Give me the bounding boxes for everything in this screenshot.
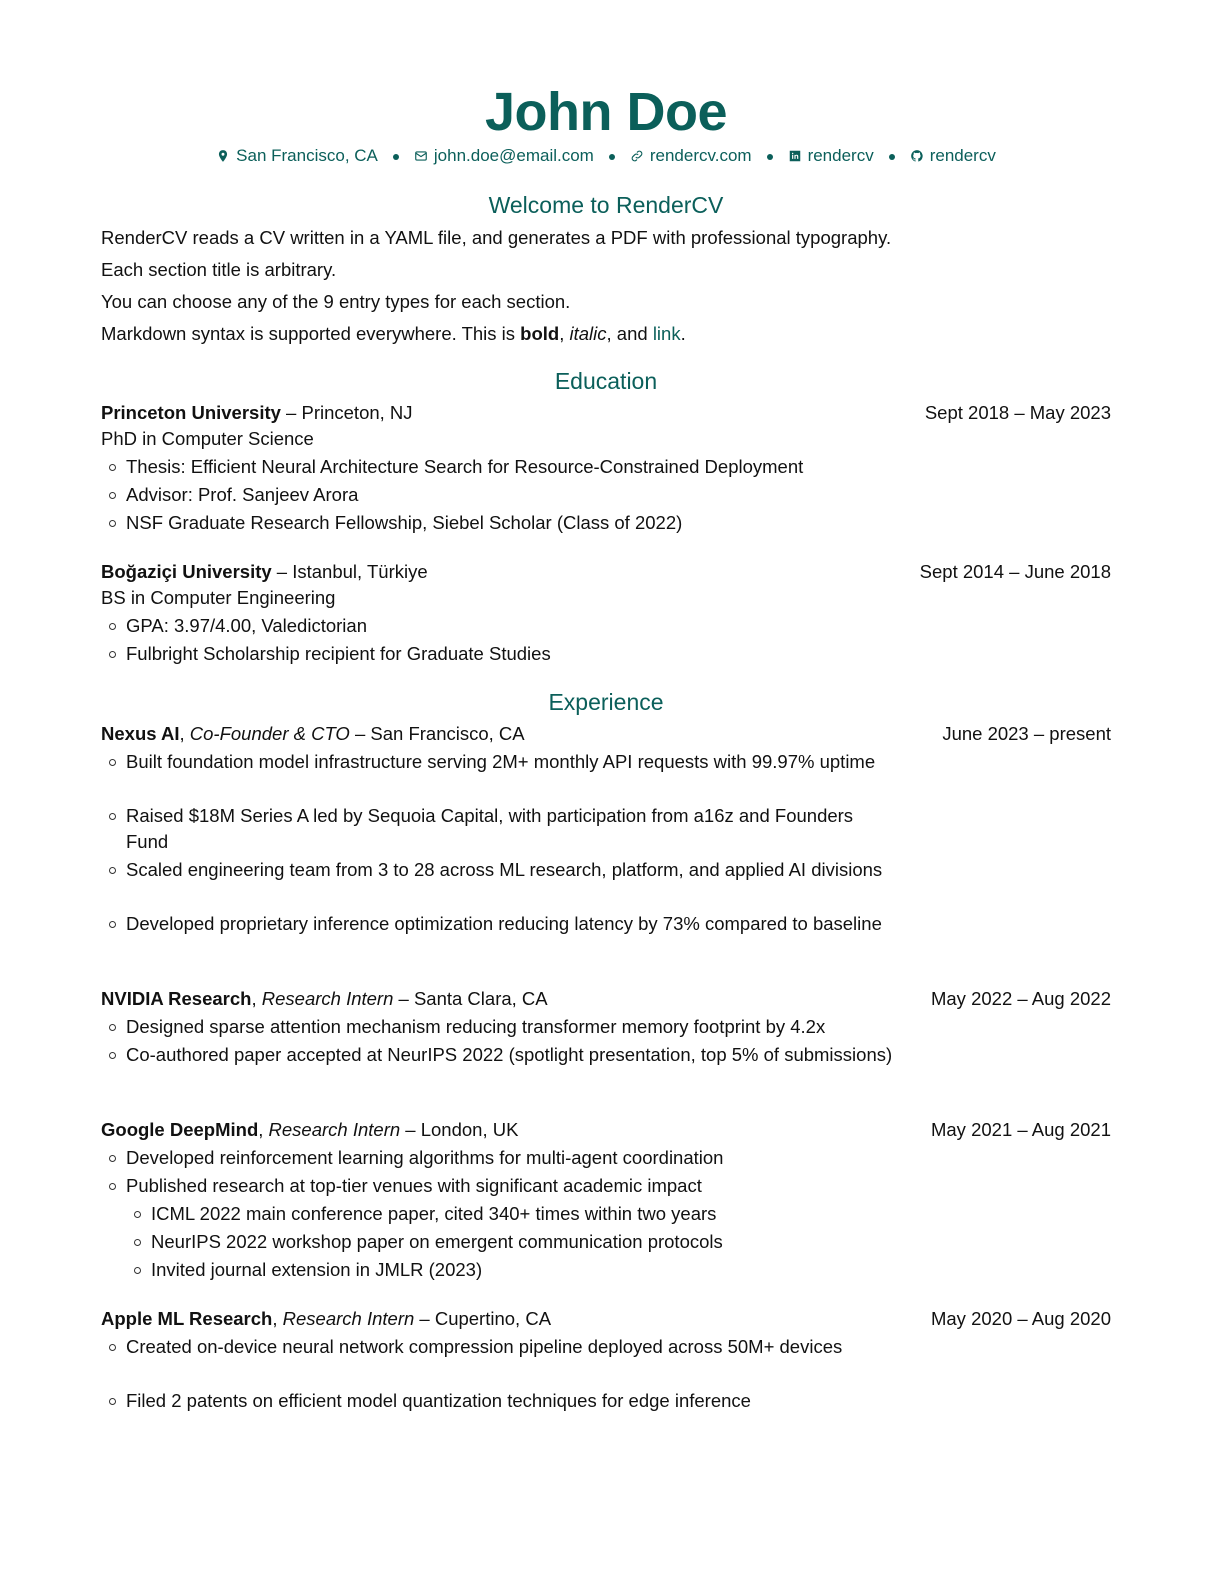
list-item: GPA: 3.97/4.00, Valedictorian bbox=[109, 613, 896, 639]
job-role: Research Intern bbox=[261, 988, 394, 1009]
sub-list-item: NeurIPS 2022 workshop paper on emergent communication protocols bbox=[134, 1229, 911, 1255]
email-icon bbox=[414, 149, 428, 163]
list-item: Developed proprietary inference optimization reducing latency by 73% compared to baseline bbox=[109, 911, 896, 937]
company-name: Apple ML Research bbox=[101, 1308, 273, 1329]
location-pin-icon bbox=[216, 149, 230, 163]
job-role: Research Intern bbox=[282, 1308, 415, 1329]
list-item: Published research at top-tier venues with significant academic impact bbox=[109, 1173, 896, 1199]
contact-website[interactable]: rendercv.com bbox=[630, 144, 752, 168]
job-location: – San Francisco, CA bbox=[349, 723, 525, 744]
experience-entry-header: Nexus AI, Co-Founder & CTO – San Francisco, CA June 2023 – present bbox=[101, 723, 1111, 744]
github-icon bbox=[910, 149, 924, 163]
job-role: Co-Founder & CTO bbox=[189, 723, 350, 744]
section-title-welcome: Welcome to RenderCV bbox=[488, 192, 724, 218]
list-item: Designed sparse attention mechanism reducing transformer memory footprint by 4.2x bbox=[109, 1014, 896, 1040]
sub-list-item: Invited journal extension in JMLR (2023) bbox=[134, 1257, 911, 1283]
cv-name: John Doe bbox=[484, 82, 727, 142]
section-title-education: Education bbox=[554, 368, 658, 394]
contact-email[interactable]: john.doe@email.com bbox=[414, 144, 594, 168]
section-title-experience: Experience bbox=[548, 689, 664, 715]
job-location: – Cupertino, CA bbox=[414, 1308, 552, 1329]
institution-location: – Istanbul, Türkiye bbox=[271, 561, 428, 582]
entry-date: May 2022 – Aug 2022 bbox=[930, 988, 1111, 1009]
job-role: Research Intern bbox=[268, 1119, 401, 1140]
experience-entry-header: Apple ML Research, Research Intern – Cupertino, CA May 2020 – Aug 2020 bbox=[101, 1308, 1111, 1329]
company-name: NVIDIA Research bbox=[101, 988, 252, 1009]
list-item: Created on-device neural network compression pipeline deployed across 50M+ devices bbox=[109, 1334, 896, 1360]
experience-entry-header: NVIDIA Research, Research Intern – Santa Clara, CA May 2022 – Aug 2022 bbox=[101, 988, 1111, 1009]
list-item: Raised $18M Series A led by Sequoia Capital, with participation from a16z and Founders Fund bbox=[109, 803, 896, 855]
separator-dot bbox=[609, 154, 615, 160]
bold-sample: bold bbox=[520, 323, 560, 344]
contact-github[interactable]: rendercv bbox=[910, 144, 996, 168]
italic-sample: italic bbox=[569, 323, 607, 344]
list-item: Scaled engineering team from 3 to 28 across ML research, platform, and applied AI divisions bbox=[109, 857, 896, 883]
list-item: Developed reinforcement learning algorithms for multi-agent coordination bbox=[109, 1145, 896, 1171]
welcome-line: RenderCV reads a CV written in a YAML file, and generates a PDF with professional typography. bbox=[101, 227, 892, 248]
institution-name: Princeton University bbox=[101, 402, 281, 423]
contact-location: San Francisco, CA bbox=[216, 144, 378, 168]
education-entry-header bbox=[101, 560, 1111, 584]
list-item: Filed 2 patents on efficient model quantization techniques for edge inference bbox=[109, 1388, 896, 1414]
entry-date: May 2021 – Aug 2021 bbox=[930, 1119, 1111, 1140]
list-item: Co-authored paper accepted at NeurIPS 2022 (spotlight presentation, top 5% of submissions) bbox=[109, 1042, 896, 1068]
degree: BS in Computer Engineering bbox=[101, 587, 336, 608]
company-name: Nexus AI bbox=[101, 723, 180, 744]
list-item: Built foundation model infrastructure serving 2M+ monthly API requests with 99.97% uptime bbox=[109, 749, 896, 775]
institution-location: – Princeton, NJ bbox=[280, 402, 413, 423]
link-sample[interactable]: link bbox=[652, 323, 681, 344]
contact-bar bbox=[0, 144, 1212, 170]
entry-date: Sept 2014 – June 2018 bbox=[919, 561, 1111, 582]
entry-date: May 2020 – Aug 2020 bbox=[930, 1308, 1111, 1329]
job-location: – London, UK bbox=[400, 1119, 519, 1140]
list-item: Thesis: Efficient Neural Architecture Search for Resource-Constrained Deployment bbox=[109, 454, 896, 480]
separator-dot bbox=[393, 154, 399, 160]
job-location: – Santa Clara, CA bbox=[393, 988, 548, 1009]
separator-dot bbox=[767, 154, 773, 160]
list-item: Fulbright Scholarship recipient for Graduate Studies bbox=[109, 641, 896, 667]
welcome-line: You can choose any of the 9 entry types for each section. bbox=[101, 291, 571, 312]
entry-date: Sept 2018 – May 2023 bbox=[924, 402, 1111, 423]
experience-entry-header: Google DeepMind, Research Intern – London, UK May 2021 – Aug 2021 bbox=[101, 1119, 1111, 1140]
welcome-line: Each section title is arbitrary. bbox=[101, 259, 337, 280]
degree: PhD in Computer Science bbox=[101, 428, 314, 449]
institution-name: Boğaziçi University bbox=[101, 561, 272, 582]
list-item: NSF Graduate Research Fellowship, Siebel Scholar (Class of 2022) bbox=[109, 510, 896, 536]
entry-date: June 2023 – present bbox=[942, 723, 1111, 744]
separator-dot bbox=[889, 154, 895, 160]
contact-linkedin[interactable]: rendercv bbox=[788, 144, 874, 168]
welcome-markdown-line: Markdown syntax is supported everywhere. This is bold, italic, and link. bbox=[101, 323, 686, 344]
link-icon bbox=[630, 149, 644, 163]
linkedin-icon bbox=[788, 149, 802, 163]
list-item: Advisor: Prof. Sanjeev Arora bbox=[109, 482, 896, 508]
education-entry-header bbox=[101, 401, 1111, 425]
company-name: Google DeepMind bbox=[101, 1119, 259, 1140]
sub-list-item: ICML 2022 main conference paper, cited 340+ times within two years bbox=[134, 1201, 911, 1227]
